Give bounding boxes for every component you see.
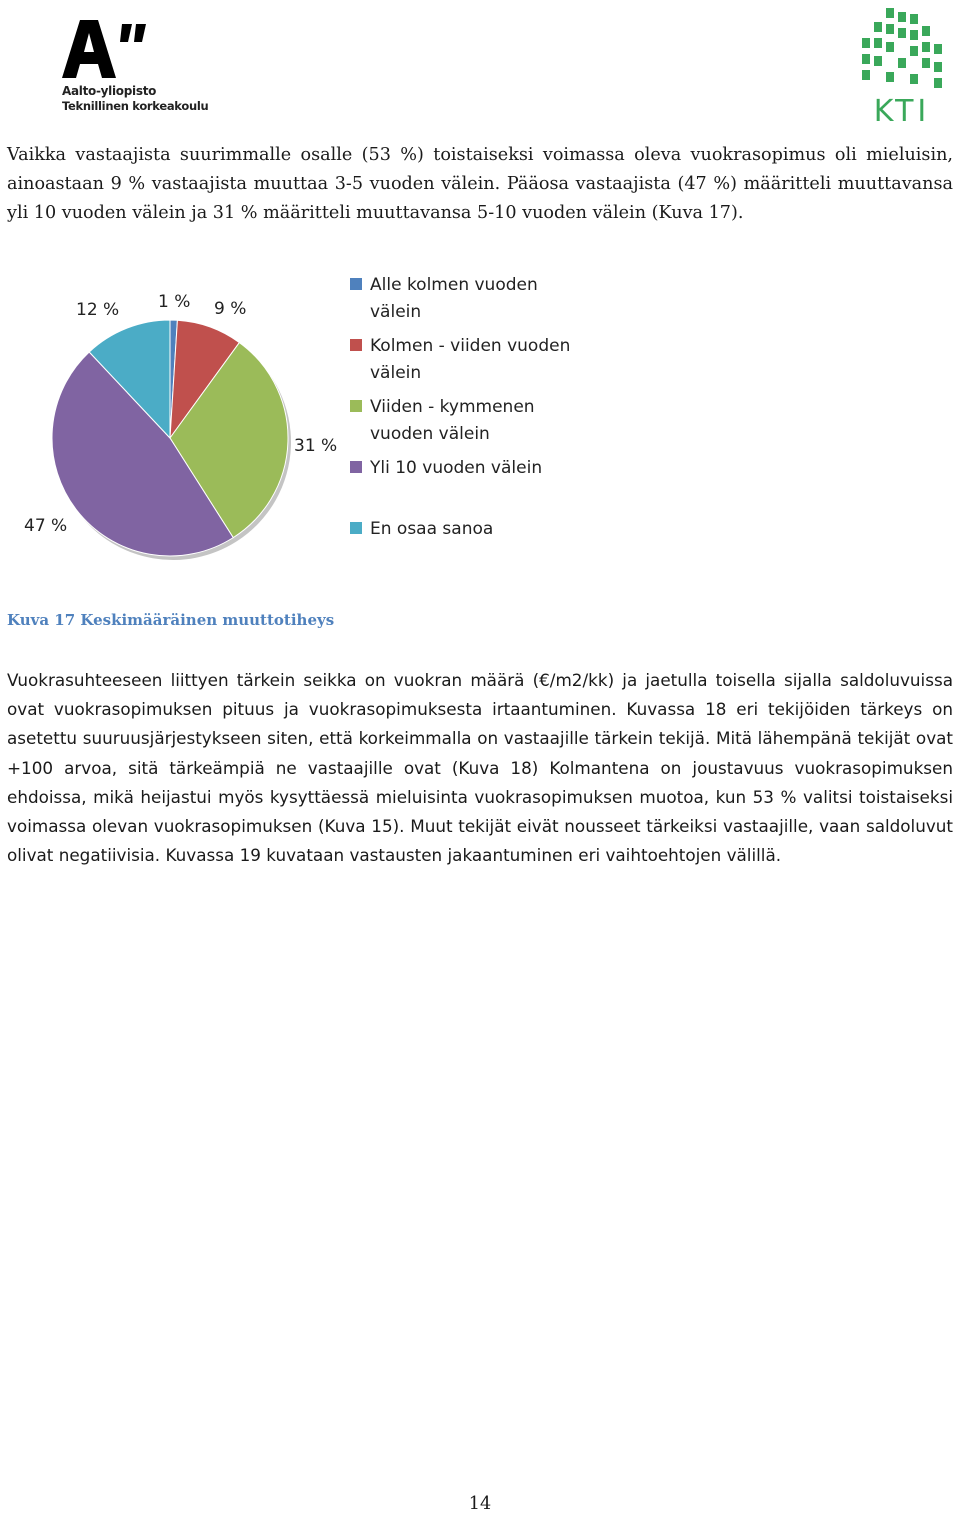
legend-label: Yli 10 vuoden välein [370, 458, 543, 478]
pie-data-label: 12 % [76, 300, 120, 320]
page-number: 14 [468, 1494, 492, 1514]
legend-swatch [350, 400, 362, 412]
kti-wordmark-text: KTI [873, 94, 931, 124]
pie-chart [0, 260, 960, 580]
aalto-logo [60, 18, 210, 118]
pie-data-label: 47 % [24, 516, 68, 536]
legend-label: Kolmen - viiden vuoden välein [370, 336, 571, 383]
legend-swatch [350, 522, 362, 534]
kti-logo [852, 4, 952, 124]
figure-caption: Kuva 17 Keskimääräinen muuttotiheys [7, 611, 335, 629]
body-paragraph-2: Vuokrasuhteeseen liittyen tärkein seikka on vuokran määrä (€/m2/kk) ja jaetulla toisella sijalla saldoluvuissa ovat vuokrasopimuksen pituus ja vuokrasopimuksesta irtaantuminen. Kuvassa 18 eri tekijöiden tärkeys on asetettu suuruusjärjestykseen siten, että korkeimmalla on vastaajille tärkein tekijä. Mitä lähempänä tekijät ovat +100 arvoa, sitä tärkeämpiä ne vastaajille ovat (Kuva 18) Kolmantena on joustavuus vuokrasopimuksen ehdoissa, mikä heijastui myös kysyttäessä mieluisinta vuokrasopimuksen muotoa, kun 53 % valitsi toistaiseksi voimassa olevan vuokrasopimuksen (Kuva 15). Muut tekijät eivät nousseet tärkeiksi vastaajille, vaan saldoluvut olivat negatiivisia. Kuvassa 19 kuvataan vastausten jakaantuminen eri vaihtoehtojen välillä. [7, 670, 953, 866]
aalto-logo-name: Aalto-yliopisto [62, 84, 157, 98]
aalto-a-mark-icon [60, 18, 210, 88]
pie-data-label: 1 % [158, 292, 191, 312]
pie-data-label: 9 % [214, 299, 247, 319]
aalto-logo-subtitle: Teknillinen korkeakoulu [62, 99, 209, 113]
kti-wordmark [852, 4, 952, 124]
legend-swatch [350, 278, 362, 290]
body-paragraph-1: Vaikka vastaajista suurimmalle osalle (53 %) toistaiseksi voimassa oleva vuokrasopimus oli mieluisin, ainoastaan 9 % vastaajista muuttaa 3-5 vuoden välein. Pääosa vastaajista (47 %) määritteli muuttavansa yli 10 vuoden välein ja 31 % määritteli muuttavansa 5-10 vuoden välein (Kuva 17). [7, 145, 953, 224]
legend-swatch [350, 339, 362, 351]
legend-label: En osaa sanoa [370, 519, 494, 539]
pie-data-label: 31 % [294, 436, 338, 456]
legend-label: Viiden - kymmenen vuoden välein [370, 397, 535, 444]
legend-swatch [350, 461, 362, 473]
legend-label: Alle kolmen vuoden välein [370, 275, 538, 322]
